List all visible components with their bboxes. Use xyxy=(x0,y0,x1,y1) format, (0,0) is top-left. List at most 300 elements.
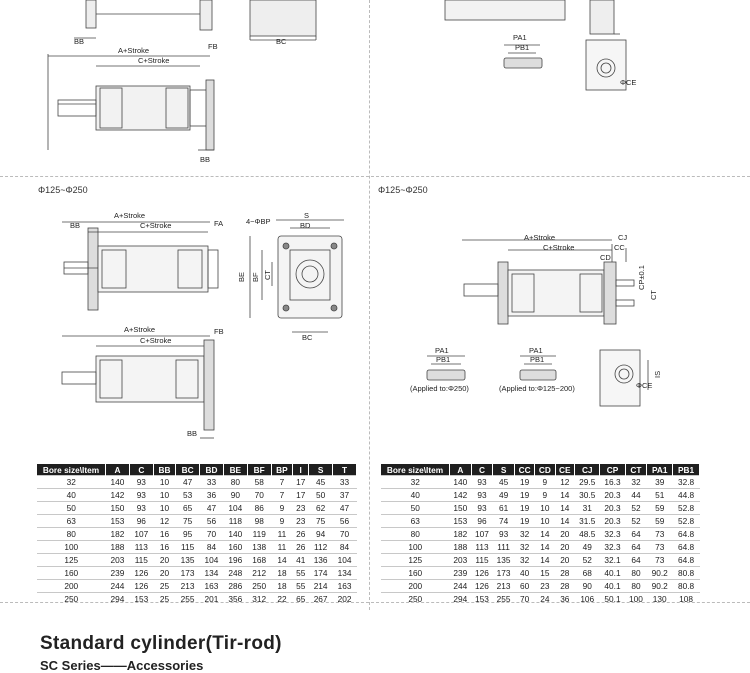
a-stroke-label-3: A+Stroke xyxy=(124,325,156,334)
table-cell: 248 xyxy=(223,567,247,580)
header-bf: BF xyxy=(247,464,271,476)
table-cell: 29.5 xyxy=(575,476,600,489)
table-cell: 26 xyxy=(293,541,309,554)
table-cell: 51 xyxy=(647,489,673,502)
phi-ce-label-1: ΦCE xyxy=(620,78,637,87)
table-cell: 135 xyxy=(493,554,515,567)
phi-bp-label: 4−ΦBP xyxy=(246,217,271,226)
table-cell: 52 xyxy=(625,515,647,528)
header-be: BE xyxy=(223,464,247,476)
table-cell: 14 xyxy=(555,515,575,528)
table-cell: 25 xyxy=(153,593,175,606)
header-cd: CD xyxy=(535,464,555,476)
table-cell: 73 xyxy=(647,541,673,554)
table-cell: 64.8 xyxy=(673,554,700,567)
table-cell: 200 xyxy=(37,580,106,593)
table-cell: 19 xyxy=(514,515,534,528)
table-cell: 80 xyxy=(223,476,247,489)
table-cell: 9 xyxy=(271,515,293,528)
table-cell: 153 xyxy=(471,593,493,606)
table-cell: 90.2 xyxy=(647,580,673,593)
table-cell: 12 xyxy=(153,515,175,528)
table-cell: 63 xyxy=(381,515,450,528)
table-row xyxy=(381,554,700,567)
header-a: A xyxy=(450,464,472,476)
table-row xyxy=(37,554,357,567)
table-row xyxy=(381,541,700,554)
header-a: A xyxy=(106,464,130,476)
table-cell: 55 xyxy=(293,580,309,593)
table-header-row xyxy=(37,464,357,476)
table-cell: 9 xyxy=(271,502,293,515)
table-cell: 163 xyxy=(200,580,224,593)
header-bore-size: Bore size\Item xyxy=(381,464,450,476)
table-cell: 115 xyxy=(176,541,200,554)
table-cell: 50.1 xyxy=(600,593,625,606)
table-cell: 80.8 xyxy=(673,567,700,580)
a-stroke-label-4: A+Stroke xyxy=(524,233,556,242)
table-cell: 20 xyxy=(555,528,575,541)
table-cell: 41 xyxy=(293,554,309,567)
bb-label-3: BB xyxy=(187,429,198,438)
table-header-row xyxy=(381,464,700,476)
table-cell: 104 xyxy=(223,502,247,515)
table-cell: 182 xyxy=(450,528,472,541)
phi-ce-label-2: ΦCE xyxy=(636,381,653,390)
a-stroke-label-2: A+Stroke xyxy=(114,211,146,220)
bd-label: BD xyxy=(300,221,311,230)
table-cell: 239 xyxy=(450,567,472,580)
table-cell: 250 xyxy=(247,580,271,593)
table-row xyxy=(381,580,700,593)
table-cell: 93 xyxy=(129,489,153,502)
table-cell: 202 xyxy=(333,593,357,606)
table-cell: 312 xyxy=(247,593,271,606)
header-c: C xyxy=(471,464,493,476)
table-cell: 294 xyxy=(450,593,472,606)
table-cell: 9 xyxy=(535,476,555,489)
table-cell: 174 xyxy=(309,567,333,580)
table-cell: 107 xyxy=(129,528,153,541)
s-label: S xyxy=(304,211,310,220)
table-row xyxy=(381,502,700,515)
table-cell: 12 xyxy=(555,476,575,489)
table-cell: 17 xyxy=(293,476,309,489)
table-cell: 93 xyxy=(471,502,493,515)
table-cell: 294 xyxy=(106,593,130,606)
table-cell: 23 xyxy=(293,515,309,528)
table-cell: 14 xyxy=(535,528,555,541)
table-cell: 213 xyxy=(176,580,200,593)
table-cell: 80 xyxy=(37,528,106,541)
table-cell: 136 xyxy=(309,554,333,567)
table-cell: 80 xyxy=(625,580,647,593)
table-cell: 356 xyxy=(223,593,247,606)
table-cell: 286 xyxy=(223,580,247,593)
bb-label-2: BB xyxy=(70,221,81,230)
table-cell: 20 xyxy=(555,541,575,554)
table-cell: 134 xyxy=(333,567,357,580)
table-cell: 56 xyxy=(333,515,357,528)
header-pb1: PB1 xyxy=(673,464,700,476)
table-cell: 125 xyxy=(37,554,106,567)
table-cell: 23 xyxy=(293,502,309,515)
table-cell: 45 xyxy=(309,476,333,489)
table-cell: 52.8 xyxy=(673,502,700,515)
table-cell: 244 xyxy=(106,580,130,593)
table-cell: 173 xyxy=(176,567,200,580)
table-cell: 140 xyxy=(450,476,472,489)
header-bp: BP xyxy=(271,464,293,476)
header-ce: CE xyxy=(555,464,575,476)
ct-label-2: CT xyxy=(649,290,658,300)
table-cell: 160 xyxy=(37,567,106,580)
table-row xyxy=(381,489,700,502)
table-cell: 134 xyxy=(200,567,224,580)
table-cell: 108 xyxy=(673,593,700,606)
header-bb: BB xyxy=(153,464,175,476)
table-cell: 40 xyxy=(381,489,450,502)
table-cell: 90.2 xyxy=(647,567,673,580)
table-cell: 44.8 xyxy=(673,489,700,502)
table-cell: 32.3 xyxy=(600,528,625,541)
table-cell: 14 xyxy=(555,502,575,515)
table-cell: 10 xyxy=(535,515,555,528)
table-cell: 65 xyxy=(176,502,200,515)
table-cell: 47 xyxy=(200,502,224,515)
table-cell: 15 xyxy=(535,567,555,580)
table-cell: 32 xyxy=(37,476,106,489)
table-cell: 126 xyxy=(471,567,493,580)
table-cell: 20 xyxy=(153,554,175,567)
table-cell: 68 xyxy=(575,567,600,580)
table-row xyxy=(37,515,357,528)
table-cell: 64 xyxy=(625,541,647,554)
table-cell: 32 xyxy=(514,554,534,567)
table-cell: 32.1 xyxy=(600,554,625,567)
table-cell: 33 xyxy=(200,476,224,489)
table-cell: 10 xyxy=(535,502,555,515)
table-row xyxy=(381,528,700,541)
header-t: T xyxy=(333,464,357,476)
table-cell: 93 xyxy=(471,476,493,489)
table-cell: 182 xyxy=(106,528,130,541)
table-cell: 112 xyxy=(309,541,333,554)
is-label: IS xyxy=(653,370,662,378)
table-cell: 153 xyxy=(129,593,153,606)
table-cell: 255 xyxy=(176,593,200,606)
table-cell: 36 xyxy=(555,593,575,606)
table-cell: 150 xyxy=(450,502,472,515)
table-cell: 7 xyxy=(271,489,293,502)
table-cell: 10 xyxy=(153,476,175,489)
table-cell: 45 xyxy=(493,476,515,489)
bb-label-1: BB xyxy=(200,155,211,164)
table-cell: 140 xyxy=(223,528,247,541)
fb-label-2: FB xyxy=(214,327,224,336)
table-cell: 49 xyxy=(493,489,515,502)
table-cell: 70 xyxy=(514,593,534,606)
table-row xyxy=(381,476,700,489)
header-bc: BC xyxy=(176,464,200,476)
table-cell: 140 xyxy=(106,476,130,489)
table-cell: 32 xyxy=(381,476,450,489)
table-cell: 20 xyxy=(153,567,175,580)
table-cell: 200 xyxy=(381,580,450,593)
table-cell: 53 xyxy=(176,489,200,502)
header-i: I xyxy=(293,464,309,476)
table-cell: 70 xyxy=(333,528,357,541)
table-cell: 47 xyxy=(176,476,200,489)
table-cell: 60 xyxy=(514,580,534,593)
page-title: Standard cylinder(Tir-rod) xyxy=(40,633,282,654)
table-cell: 239 xyxy=(106,567,130,580)
table-cell: 203 xyxy=(106,554,130,567)
table-row xyxy=(37,489,357,502)
table-cell: 32 xyxy=(625,476,647,489)
table-cell: 104 xyxy=(333,554,357,567)
header-c: C xyxy=(129,464,153,476)
table-cell: 17 xyxy=(293,489,309,502)
table-cell: 188 xyxy=(450,541,472,554)
table-cell: 93 xyxy=(129,476,153,489)
table-cell: 168 xyxy=(247,554,271,567)
applied-125-200-note: (Applied to:Φ125~200) xyxy=(499,384,575,393)
table-cell: 93 xyxy=(471,489,493,502)
c-stroke-label-2: C+Stroke xyxy=(140,221,172,230)
header-cp: CP xyxy=(600,464,625,476)
table-cell: 24 xyxy=(535,593,555,606)
table-cell: 40.1 xyxy=(600,567,625,580)
table-cell: 23 xyxy=(535,580,555,593)
header-pa1: PA1 xyxy=(647,464,673,476)
table-cell: 19 xyxy=(514,489,534,502)
fa-label: FA xyxy=(214,219,224,228)
header-bd: BD xyxy=(200,464,224,476)
table-cell: 9 xyxy=(535,489,555,502)
table-cell: 173 xyxy=(493,567,515,580)
table-cell: 94 xyxy=(309,528,333,541)
c-stroke-label-1: C+Stroke xyxy=(138,56,170,65)
table-cell: 267 xyxy=(309,593,333,606)
table-cell: 55 xyxy=(293,567,309,580)
table-cell: 18 xyxy=(271,567,293,580)
header-s: S xyxy=(493,464,515,476)
table-cell: 16 xyxy=(153,528,175,541)
be-label: BE xyxy=(237,271,246,282)
table-cell: 75 xyxy=(176,515,200,528)
table-cell: 107 xyxy=(471,528,493,541)
right-section-range: Φ125~Φ250 xyxy=(378,185,428,195)
bb-label-top: BB xyxy=(74,37,85,46)
table-cell: 19 xyxy=(514,476,534,489)
table-cell: 52 xyxy=(575,554,600,567)
table-cell: 20.3 xyxy=(600,515,625,528)
table-cell: 62 xyxy=(309,502,333,515)
table-cell: 61 xyxy=(493,502,515,515)
table-cell: 20.3 xyxy=(600,489,625,502)
table-cell: 40 xyxy=(37,489,106,502)
bf-label: BF xyxy=(251,272,260,282)
table-cell: 64 xyxy=(625,528,647,541)
table-cell: 115 xyxy=(471,554,493,567)
table-cell: 142 xyxy=(106,489,130,502)
table-cell: 18 xyxy=(271,580,293,593)
table-cell: 73 xyxy=(647,528,673,541)
table-cell: 32 xyxy=(514,541,534,554)
c-stroke-label-4: C+Stroke xyxy=(543,243,575,252)
right-dimension-table xyxy=(381,464,700,605)
table-cell: 73 xyxy=(647,554,673,567)
header-s: S xyxy=(309,464,333,476)
table-cell: 11 xyxy=(271,528,293,541)
table-cell: 160 xyxy=(223,541,247,554)
table-cell: 20.3 xyxy=(600,502,625,515)
table-cell: 49 xyxy=(575,541,600,554)
table-cell: 25 xyxy=(153,580,175,593)
table-row xyxy=(37,502,357,515)
pa1-label-2: PA1 xyxy=(435,346,449,355)
table-cell: 98 xyxy=(247,515,271,528)
header-ct: CT xyxy=(625,464,647,476)
table-cell: 153 xyxy=(450,515,472,528)
table-cell: 59 xyxy=(647,502,673,515)
table-cell: 201 xyxy=(200,593,224,606)
table-cell: 14 xyxy=(555,489,575,502)
table-cell: 203 xyxy=(450,554,472,567)
table-row xyxy=(37,476,357,489)
table-row xyxy=(37,567,357,580)
table-cell: 56 xyxy=(200,515,224,528)
table-cell: 11 xyxy=(271,541,293,554)
table-row xyxy=(37,580,357,593)
table-cell: 104 xyxy=(200,554,224,567)
table-cell: 126 xyxy=(471,580,493,593)
pb1-label-2: PB1 xyxy=(436,355,451,364)
table-cell: 100 xyxy=(37,541,106,554)
table-cell: 96 xyxy=(129,515,153,528)
table-cell: 70 xyxy=(200,528,224,541)
table-cell: 22 xyxy=(271,593,293,606)
table-cell: 95 xyxy=(176,528,200,541)
table-cell: 31.5 xyxy=(575,515,600,528)
table-cell: 106 xyxy=(575,593,600,606)
table-cell: 32.3 xyxy=(600,541,625,554)
cc-label: CC xyxy=(614,243,625,252)
table-cell: 212 xyxy=(247,567,271,580)
a-stroke-label-1: A+Stroke xyxy=(118,46,150,55)
bc-label-top: BC xyxy=(276,37,287,46)
table-cell: 188 xyxy=(106,541,130,554)
table-cell: 113 xyxy=(129,541,153,554)
table-cell: 30.5 xyxy=(575,489,600,502)
applied-250-note: (Applied to:Φ250) xyxy=(410,384,469,393)
table-cell: 28 xyxy=(555,567,575,580)
table-cell: 100 xyxy=(625,593,647,606)
table-cell: 32.8 xyxy=(673,476,700,489)
pb1-label-3: PB1 xyxy=(530,355,545,364)
table-row xyxy=(37,528,357,541)
table-cell: 214 xyxy=(309,580,333,593)
table-cell: 37 xyxy=(333,489,357,502)
table-cell: 50 xyxy=(309,489,333,502)
table-cell: 119 xyxy=(247,528,271,541)
table-cell: 31 xyxy=(575,502,600,515)
table-cell: 80 xyxy=(381,528,450,541)
table-cell: 142 xyxy=(450,489,472,502)
table-cell: 50 xyxy=(37,502,106,515)
table-row xyxy=(381,515,700,528)
ct-label-1: CT xyxy=(263,270,272,280)
table-cell: 50 xyxy=(381,502,450,515)
table-cell: 113 xyxy=(471,541,493,554)
table-cell: 52.8 xyxy=(673,515,700,528)
table-cell: 135 xyxy=(176,554,200,567)
table-cell: 213 xyxy=(493,580,515,593)
table-cell: 255 xyxy=(493,593,515,606)
table-cell: 115 xyxy=(129,554,153,567)
table-cell: 63 xyxy=(37,515,106,528)
c-stroke-label-3: C+Stroke xyxy=(140,336,172,345)
cj-label: CJ xyxy=(618,233,628,242)
header-cj: CJ xyxy=(575,464,600,476)
table-cell: 14 xyxy=(535,554,555,567)
table-cell: 244 xyxy=(450,580,472,593)
table-cell: 125 xyxy=(381,554,450,567)
table-cell: 20 xyxy=(555,554,575,567)
table-cell: 58 xyxy=(247,476,271,489)
table-cell: 52 xyxy=(625,502,647,515)
table-cell: 59 xyxy=(647,515,673,528)
table-cell: 65 xyxy=(293,593,309,606)
table-cell: 118 xyxy=(223,515,247,528)
table-cell: 93 xyxy=(129,502,153,515)
table-cell: 138 xyxy=(247,541,271,554)
header-cc: CC xyxy=(514,464,534,476)
table-cell: 39 xyxy=(647,476,673,489)
table-cell: 96 xyxy=(471,515,493,528)
table-cell: 84 xyxy=(200,541,224,554)
page-subtitle: SC Series——Accessories xyxy=(40,658,204,673)
table-cell: 74 xyxy=(493,515,515,528)
table-cell: 93 xyxy=(493,528,515,541)
table-cell: 64.8 xyxy=(673,528,700,541)
table-cell: 250 xyxy=(37,593,106,606)
table-cell: 86 xyxy=(247,502,271,515)
table-cell: 250 xyxy=(381,593,450,606)
table-cell: 40.1 xyxy=(600,580,625,593)
table-cell: 44 xyxy=(625,489,647,502)
table-cell: 7 xyxy=(271,476,293,489)
left-section-range: Φ125~Φ250 xyxy=(38,185,88,195)
table-cell: 26 xyxy=(293,528,309,541)
table-cell: 64 xyxy=(625,554,647,567)
table-cell: 19 xyxy=(514,502,534,515)
table-cell: 14 xyxy=(535,541,555,554)
table-cell: 10 xyxy=(153,502,175,515)
table-cell: 64.8 xyxy=(673,541,700,554)
table-cell: 100 xyxy=(381,541,450,554)
table-cell: 111 xyxy=(493,541,515,554)
table-cell: 16.3 xyxy=(600,476,625,489)
table-cell: 10 xyxy=(153,489,175,502)
bc-label-2: BC xyxy=(302,333,313,342)
table-cell: 130 xyxy=(647,593,673,606)
table-cell: 80 xyxy=(625,567,647,580)
table-cell: 40 xyxy=(514,567,534,580)
table-cell: 47 xyxy=(333,502,357,515)
table-cell: 160 xyxy=(381,567,450,580)
